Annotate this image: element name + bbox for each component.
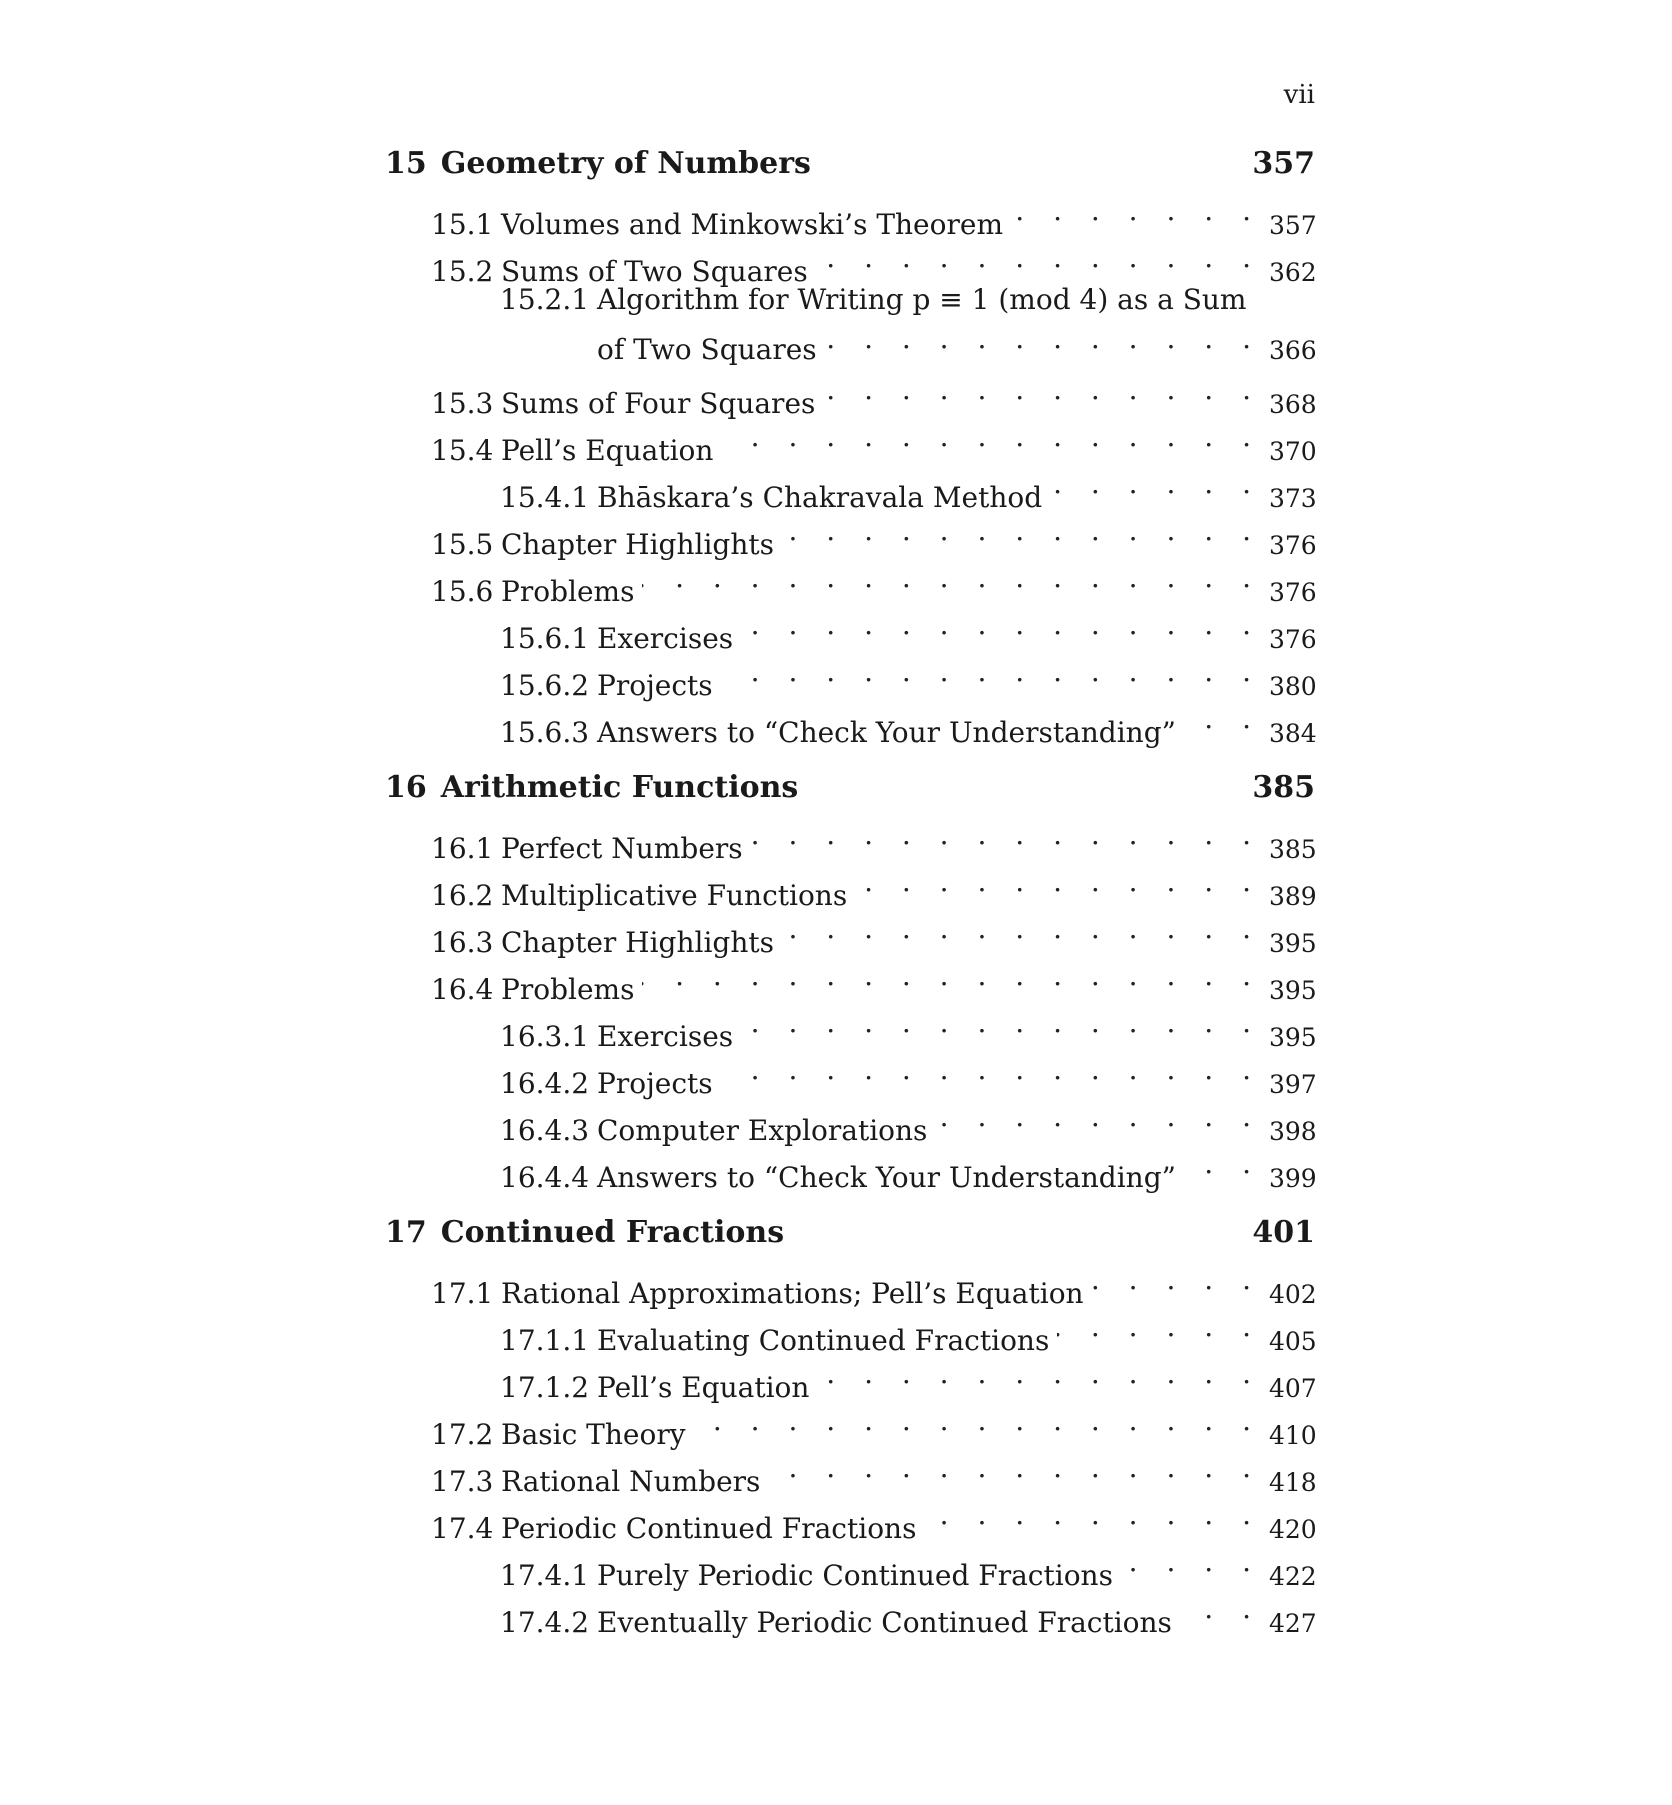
section-number: 15.6 (431, 575, 494, 608)
chapter-number: 16 (385, 770, 427, 805)
section-number: 15.6.1 (500, 622, 590, 655)
section-title: Pell’s Equation (597, 1371, 810, 1404)
toc-entry[interactable] (385, 366, 1317, 420)
leader-dots (1184, 695, 1261, 742)
section-number: 15.6.3 (500, 716, 590, 749)
leader-dots (782, 507, 1261, 554)
section-page: 420 (1269, 1515, 1317, 1544)
section-page: 389 (1269, 882, 1317, 911)
leader-dots (1050, 460, 1261, 507)
leader-dots (855, 858, 1261, 905)
section-page: 398 (1269, 1117, 1317, 1146)
leader-dots (721, 648, 1261, 695)
section-page: 418 (1269, 1468, 1317, 1497)
page-number: vii (1283, 80, 1315, 110)
leader-dots (721, 1046, 1261, 1093)
section-number: 15.1 (431, 208, 494, 241)
section-title: Perfect Numbers (501, 832, 743, 865)
section-number: 15.4 (431, 434, 494, 467)
section-title: Eventually Periodic Continued Fractions (597, 1606, 1172, 1639)
section-page: 410 (1269, 1421, 1317, 1450)
section-page: 376 (1269, 578, 1317, 607)
chapter-heading[interactable] (385, 1209, 1315, 1256)
toc-entry[interactable] (385, 281, 1315, 366)
leader-dots (1121, 1538, 1261, 1585)
leader-dots (825, 319, 1261, 359)
section-page: 407 (1269, 1374, 1317, 1403)
section-title: Answers to “Check Your Understanding” (597, 1161, 1176, 1194)
section-page: 422 (1269, 1562, 1317, 1591)
section-number: 16.4 (431, 973, 494, 1006)
section-number: 16.2 (431, 879, 494, 912)
section-page: 366 (1269, 336, 1317, 365)
leader-dots (741, 601, 1261, 648)
section-number: 16.3.1 (500, 1020, 590, 1053)
chapter-heading[interactable] (385, 764, 1315, 811)
leader-dots (1092, 1256, 1261, 1303)
table-of-contents (385, 140, 1315, 1654)
section-number: 17.1.1 (500, 1324, 590, 1357)
section-title: Sums of Four Squares (501, 387, 816, 420)
leader-dots (817, 1350, 1261, 1397)
toc-entry[interactable] (385, 1256, 1317, 1310)
section-page: 380 (1269, 672, 1317, 701)
section-title: Exercises (597, 622, 734, 655)
chapter-title: Continued Fractions (440, 1215, 785, 1250)
leader-dots (816, 234, 1261, 281)
section-page: 402 (1269, 1280, 1317, 1309)
chapter-heading[interactable] (385, 140, 1315, 187)
section-title: Exercises (597, 1020, 734, 1053)
section-number: 17.1.2 (500, 1371, 590, 1404)
chapter-16 (385, 764, 1317, 1194)
section-number: 16.4.2 (500, 1067, 590, 1100)
section-page: 373 (1269, 484, 1317, 513)
section-title: Evaluating Continued Fractions (597, 1324, 1050, 1357)
section-number: 17.1 (431, 1277, 494, 1310)
section-page: 376 (1269, 625, 1317, 654)
section-number: 17.4.2 (500, 1606, 590, 1639)
section-title: Projects (597, 1067, 713, 1100)
toc-entry[interactable] (385, 187, 1317, 241)
chapter-number: 15 (385, 146, 427, 181)
section-number: 17.2 (431, 1418, 494, 1451)
leader-dots (924, 1491, 1261, 1538)
chapter-page: 385 (1252, 770, 1315, 805)
leader-dots (1011, 187, 1261, 234)
leader-dots (751, 811, 1261, 858)
section-page: 385 (1269, 835, 1317, 864)
leader-dots (1057, 1303, 1261, 1350)
section-number: 17.4.1 (500, 1559, 590, 1592)
section-title: Periodic Continued Fractions (501, 1512, 917, 1545)
section-number: 15.6.2 (500, 669, 590, 702)
chapter-15 (385, 140, 1317, 749)
chapter-title: Arithmetic Functions (440, 770, 799, 805)
section-number: 15.4.1 (500, 481, 590, 514)
leader-dots (782, 905, 1261, 952)
section-number: 16.3 (431, 926, 494, 959)
section-number: 17.4 (431, 1512, 494, 1545)
leader-dots (741, 999, 1261, 1046)
section-title: Projects (597, 669, 713, 702)
chapter-page: 401 (1252, 1215, 1315, 1250)
section-title: Volumes and Minkowski’s Theorem (501, 208, 1003, 241)
section-page: 362 (1269, 258, 1317, 287)
section-page: 357 (1269, 211, 1317, 240)
section-number: 16.4.3 (500, 1114, 590, 1147)
section-title: Chapter Highlights (501, 528, 774, 561)
section-number: 15.2.1 (500, 283, 590, 316)
section-page: 384 (1269, 719, 1317, 748)
section-title: Bhāskara’s Chakravala Method (597, 481, 1043, 514)
section-page: 405 (1269, 1327, 1317, 1356)
leader-dots (1180, 1585, 1261, 1632)
section-title-line2: of Two Squares (597, 333, 817, 366)
chapter-page: 357 (1252, 146, 1315, 181)
leader-dots (721, 413, 1261, 460)
section-title: Basic Theory (501, 1418, 686, 1451)
section-title: Rational Numbers (501, 1465, 761, 1498)
leader-dots (642, 952, 1261, 999)
section-page: 395 (1269, 1023, 1317, 1052)
section-title-line1: Algorithm for Writing p ≡ 1 (mod 4) as a Sum (597, 283, 1247, 316)
leader-dots (768, 1444, 1261, 1491)
section-page: 376 (1269, 531, 1317, 560)
leader-dots (1184, 1140, 1261, 1187)
section-page: 395 (1269, 976, 1317, 1005)
toc-entry[interactable] (385, 811, 1317, 865)
section-title: Problems (501, 575, 635, 608)
section-page: 397 (1269, 1070, 1317, 1099)
leader-dots (642, 554, 1261, 601)
section-title: Chapter Highlights (501, 926, 774, 959)
section-title: Answers to “Check Your Understanding” (597, 716, 1176, 749)
section-page: 399 (1269, 1164, 1317, 1193)
section-number: 16.1 (431, 832, 494, 865)
section-page: 395 (1269, 929, 1317, 958)
section-number: 17.3 (431, 1465, 494, 1498)
section-number: 15.5 (431, 528, 494, 561)
section-title: Purely Periodic Continued Fractions (597, 1559, 1113, 1592)
section-title: Multiplicative Functions (501, 879, 848, 912)
section-title: Pell’s Equation (501, 434, 714, 467)
section-number: 15.2 (431, 255, 494, 288)
section-page: 370 (1269, 437, 1317, 466)
section-title: Rational Approximations; Pell’s Equation (501, 1277, 1084, 1310)
leader-dots (823, 366, 1261, 413)
section-number: 16.4.4 (500, 1161, 590, 1194)
chapter-17 (385, 1209, 1317, 1639)
section-title: Problems (501, 973, 635, 1006)
section-page: 427 (1269, 1609, 1317, 1638)
leader-dots (694, 1397, 1261, 1444)
section-title: Sums of Two Squares (501, 255, 808, 288)
leader-dots (935, 1093, 1261, 1140)
section-page: 368 (1269, 390, 1317, 419)
chapter-title: Geometry of Numbers (440, 146, 811, 181)
section-title: Computer Explorations (597, 1114, 928, 1147)
section-number: 15.3 (431, 387, 494, 420)
chapter-number: 17 (385, 1215, 427, 1250)
